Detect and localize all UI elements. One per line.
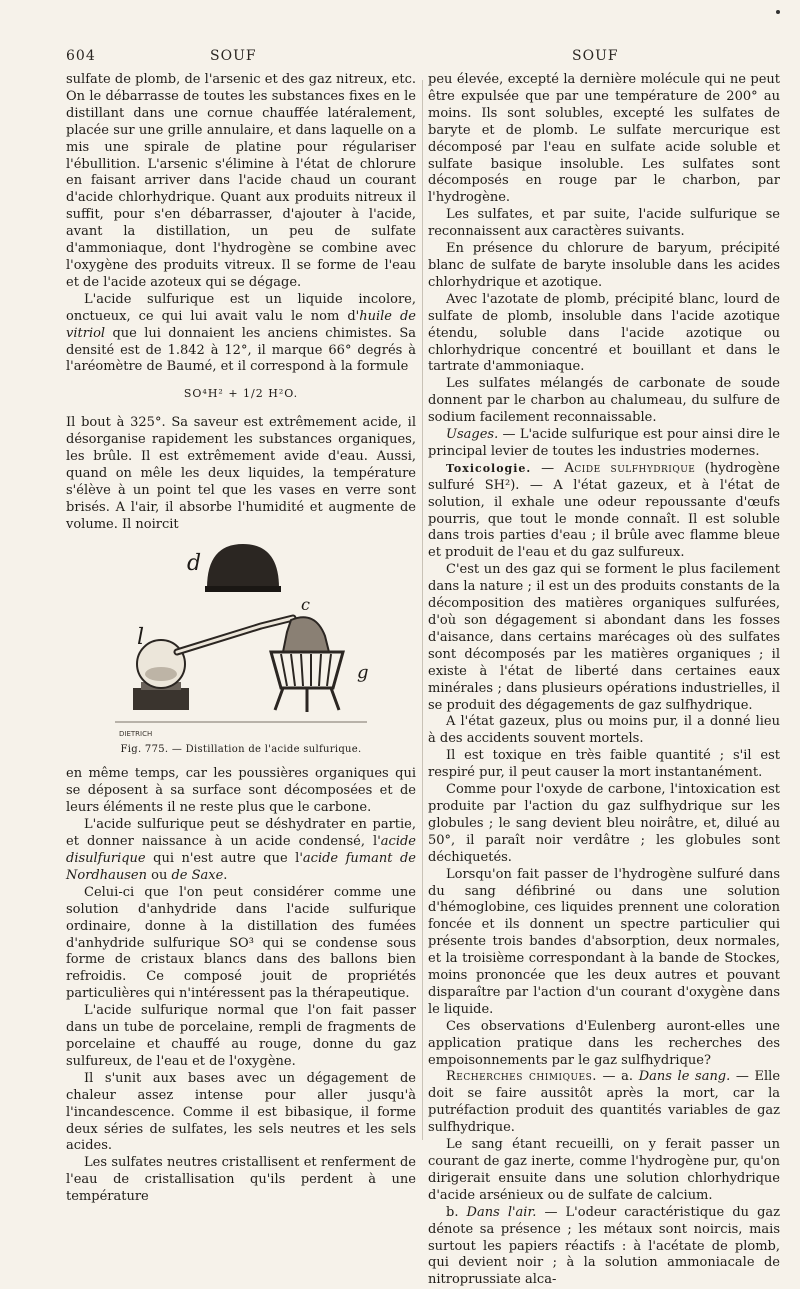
paragraph: Les sulfates neutres cristallisent et renferment de l'eau de cristallisation qu'ils perdent à une température	[66, 1155, 416, 1205]
figure-distillation	[66, 540, 416, 759]
furnace-dome	[207, 544, 279, 588]
paragraph: Les sulfates, et par suite, l'acide sulfurique se reconnaissent aux caractères suivants.	[428, 207, 780, 240]
column-divider	[422, 80, 423, 1140]
paragraph: b. Dans l'air. — L'odeur caractéristique du gaz dénote sa présence ; les métaux sont noircis, mais surtout les papiers réactifs : à l'acétate de plomb, qui devient noir ; à la solution ammoniacale de nitroprussiate alca-	[428, 1204, 780, 1288]
ink-speck	[776, 10, 780, 14]
paragraph: Le sang étant recueilli, on y ferait passer un courant de gaz inerte, comme l'hydrogène pur, qu'on dirigerait ensuite dans une solution chlorhydrique d'acide arsénieux ou de sulfate de calcium.	[428, 1137, 780, 1203]
label-c: c	[301, 594, 310, 614]
paragraph-usages: Usages. — L'acide sulfurique est pour ainsi dire le principal levier de toutes les industries modernes.	[428, 427, 780, 459]
page-number: 604	[66, 48, 96, 64]
distillation-apparatus-illustration	[111, 540, 371, 740]
running-title-right: SOUF	[572, 48, 619, 64]
left-column	[66, 72, 416, 1206]
paragraph: sulfate de plomb, de l'arsenic et des gaz nitreux, etc. On le débarrasse de toutes les substances fixes en le distillant dans une cornue chauffée latéralement, placée sur une grille annulaire, et dans laquelle on a mis une spirale de platine pour régulariser l'ébullition. L'arsenic s'élimine à l'état de chlorure en faisant arriver dans l'acide chaud un courant d'acide chlorhydrique. Quant aux produits nitreux il suffit, pour s'en débarrasser, d'ajouter à l'acide, avant la distillation, un peu de sulfate d'ammoniaque, dont l'hydrogène se combine avec l'oxygène des produits vitreux. Il se forme de l'eau et de l'acide azoteux qui se dégage.	[66, 72, 416, 290]
paragraph: Il s'unit aux bases avec un dégagement de chaleur assez intense pour aller jusqu'à l'incandescence. Comme il est bibasique, il forme deux séries de sulfates, les sels neutres et les sels acides.	[66, 1070, 416, 1154]
label-l: l	[137, 624, 145, 650]
paragraph: en même temps, car les poussières organiques qui se déposent à sa surface sont décomposées et de leurs éléments il ne reste plus que le carbone.	[66, 766, 416, 816]
paragraph: Ces observations d'Eulenberg auront-elles une application pratique dans les recherches des empoisonnements par le gaz sulfhydrique?	[428, 1018, 780, 1068]
paragraph: L'acide sulfurique est un liquide incolore, onctueux, ce qui lui avait valu le nom d'huile de vitriol que lui donnaient les anciens chimistes. Sa densité est de 1.842 à 12°, il marque 66° degrés à l'aréomètre de Baumé, et il correspond à la formule	[66, 291, 417, 375]
paragraph: C'est un des gaz qui se forment le plus facilement dans la nature ; il est un des produits constants de la décomposition des matières organiques sulfurées, d'où son dégagement si abondant dans les fosses d'aisance, dans certains marécages où des sulfates sont décomposés par les matières organiques ; il existe à l'état de liberté dans certaines eaux minérales ; dans plusieurs opérations industrielles, il se produit des dégagements de gaz sulfhydrique.	[428, 562, 780, 713]
chemical-formula: SO⁴H² + 1/2 H²O.	[183, 387, 299, 401]
paragraph: Celui-ci que l'on peut considérer comme une solution d'anhydride dans l'acide sulfurique ordinaire, donne à la distillation des fumées d'anhydride sulfurique SO³ qui se condense sous forme de cristaux blancs dans des ballons bien refroidis. Ce composé jouit de propriétés particulières qui n'intéressent pas la thérapeutique.	[66, 884, 416, 1002]
figure-caption: Fig. 775. — Distillation de l'acide sulfurique.	[120, 743, 362, 755]
label-d: d	[187, 550, 202, 576]
paragraph: Les sulfates mélangés de carbonate de soude donnent par le charbon au chalumeau, du sulfure de sodium facilement reconnaissable.	[428, 376, 780, 426]
paragraph: Il est toxique en très faible quantité ; s'il est respiré pur, il peut causer la mort instantanément.	[428, 748, 780, 781]
right-column	[428, 72, 780, 1289]
paragraph-recherches: Recherches chimiques. — a. Dans le sang. — Elle doit se faire aussitôt après la mort, car la putréfaction produit des quantités variables de gaz sulfhydrique.	[428, 1069, 781, 1136]
paragraph: A l'état gazeux, plus ou moins pur, il a donné lieu à des accidents souvent mortels.	[428, 714, 780, 747]
paragraph: Lorsqu'on fait passer de l'hydrogène sulfuré dans du sang défibriné ou dans une solution d'hémoglobine, ces liquides prennent une coloration foncée et ils donnent un spectre particulier qui présente trois bandes d'absorption, deux normales, et la troisième correspondant à la bande de Stockes, moins prononcée que les deux autres et pouvant disparaître par l'action d'un courant d'oxygène dans le liquide.	[428, 866, 780, 1017]
paragraph: Comme pour l'oxyde de carbone, l'intoxication est produite par l'action du gaz sulfhydrique sur les globules ; le sang devient bleu noirâtre, et, dilué au 50°, il paraît noir verdâtre ; les globules sont déchiquetés.	[428, 782, 780, 865]
paragraph: L'acide sulfurique normal que l'on fait passer dans un tube de porcelaine, rempli de fragments de porcelaine et chauffé au rouge, donne du gaz sulfureux, de l'eau et de l'oxygène.	[66, 1003, 416, 1069]
paragraph: L'acide sulfurique peut se déshydrater en partie, et donner naissance à un acide condensé, l'acide disulfurique qui n'est autre que l'acide fumant de Nordhausen ou de Saxe.	[66, 817, 416, 883]
label-g: g	[357, 661, 369, 683]
engraver-signature: DIETRICH	[119, 729, 153, 738]
retort	[283, 617, 329, 652]
paragraph: Avec l'azotate de plomb, précipité blanc, lourd de sulfate de plomb, insoluble dans l'acide azotique étendu, soluble dans l'acide azotique ou chlorhydrique concentré et bouillant et dans le tartrate d'ammoniaque.	[428, 291, 780, 375]
paragraph: En présence du chlorure de baryum, précipité blanc de sulfate de baryte insoluble dans les acides chlorhydrique et azotique.	[428, 241, 780, 290]
paragraph: Il bout à 325°. Sa saveur est extrêmement acide, il désorganise rapidement les substances organiques, les brûle. Il est extrêmement avide d'eau. Aussi, quand on mêle les deux liquides, la température s'élève à un point tel que les vases en verre sont brisés. A l'air, il absorbe l'humidité et augmente de volume. Il noircit	[66, 415, 416, 532]
flask-stand	[133, 688, 189, 710]
paragraph-toxicologie: Toxicologie. — Acide sulfhydrique (hydrogène sulfuré SH²). — A l'état gazeux, et à l'état de solution, il exhale une odeur repoussante d'œufs pourris, que tout le monde connaît. Il est soluble dans trois parties d'eau ; il brûle avec flamme bleue et produit de l'eau et du gaz sulfureux.	[428, 460, 780, 561]
paragraph: peu élevée, excepté la dernière molécule qui ne peut être expulsée que par une température de 200° au moins. Ils sont solubles, excepté les sulfates de baryte et de plomb. Le sulfate mercurique est décomposé par l'eau en sulfate acide soluble et sulfate basique insoluble. Les sulfates sont décomposés en rouge par le charbon, par l'hydrogène.	[428, 72, 780, 206]
running-title-left: SOUF	[210, 48, 257, 64]
